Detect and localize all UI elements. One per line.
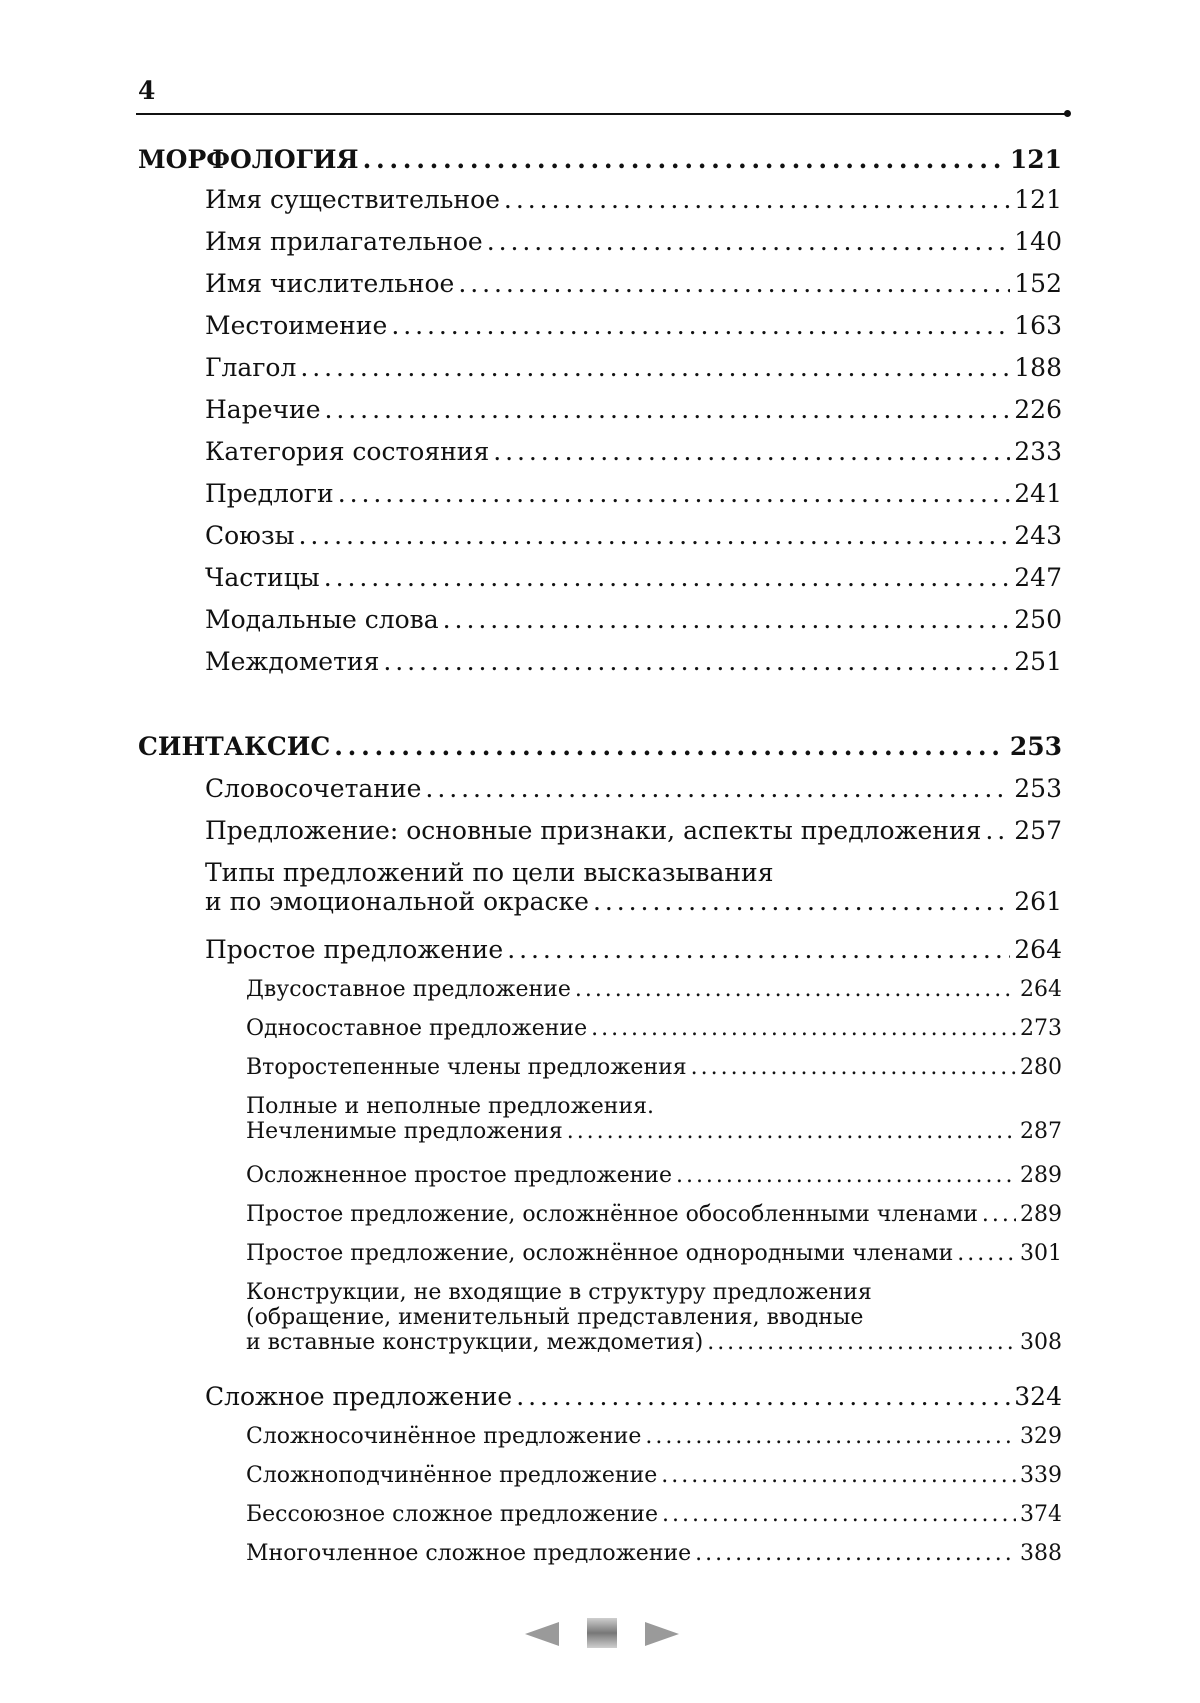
toc-entry-title: Простое предложение xyxy=(205,935,504,964)
toc-entry-page: 339 xyxy=(1020,1463,1062,1488)
toc-leader-dots xyxy=(676,1163,1016,1188)
toc-leader-dots xyxy=(982,1202,1016,1227)
toc-entry[interactable] xyxy=(205,1382,1062,1411)
toc-entry-page: 121 xyxy=(1009,145,1062,174)
toc-leader-dots xyxy=(300,353,1010,382)
toc-entry-page: 253 xyxy=(1009,732,1062,761)
toc-entry-page: 289 xyxy=(1020,1202,1062,1227)
toc-entry-title: Второстепенные члены предложения xyxy=(246,1055,687,1080)
toc-entry-title: Осложненное простое предложение xyxy=(246,1163,672,1188)
header-dot xyxy=(1064,110,1071,117)
toc-entry-page: 233 xyxy=(1014,437,1062,466)
toc-entry-page: 121 xyxy=(1014,185,1062,214)
arrow-right-icon[interactable] xyxy=(645,1622,679,1646)
toc-entry-page: 188 xyxy=(1014,353,1062,382)
toc-entry-page: 289 xyxy=(1020,1163,1062,1188)
toc-entry[interactable] xyxy=(205,563,1062,592)
toc-leader-dots xyxy=(593,887,1010,916)
toc-entry[interactable] xyxy=(246,1163,1062,1188)
toc-entry[interactable] xyxy=(205,479,1062,508)
toc-entry-page: 264 xyxy=(1014,935,1062,964)
toc-entry-last-line xyxy=(246,1119,1062,1144)
toc-entry-last-line xyxy=(246,1330,1062,1355)
toc-entry[interactable] xyxy=(246,1055,1062,1080)
toc-entry-page: 253 xyxy=(1014,774,1062,803)
toc-entry-title: Местоимение xyxy=(205,311,388,340)
toc-entry-title: Союзы xyxy=(205,521,295,550)
toc-leader-dots xyxy=(567,1119,1016,1144)
toc-entry[interactable] xyxy=(246,1502,1062,1527)
toc-entry-title: Двусоставное предложение xyxy=(246,977,571,1002)
toc-leader-dots xyxy=(363,145,1006,174)
toc-leader-dots xyxy=(487,227,1011,256)
toc-entry-multiline[interactable] xyxy=(246,1280,1062,1355)
toc-entry-title-line: (обращение, именительный представления, вводные xyxy=(246,1305,864,1330)
toc-entry[interactable] xyxy=(205,269,1062,298)
toc-entry[interactable] xyxy=(246,977,1062,1002)
toc-entry-page: 264 xyxy=(1020,977,1062,1002)
toc-entry-page: 329 xyxy=(1020,1424,1062,1449)
toc-entry-title: Глагол xyxy=(205,353,297,382)
toc-entry[interactable] xyxy=(205,605,1062,634)
toc-entry-page: 226 xyxy=(1014,395,1062,424)
toc-entry[interactable] xyxy=(205,774,1062,803)
toc-entry[interactable] xyxy=(205,935,1062,964)
toc-leader-dots xyxy=(516,1382,1010,1411)
square-icon[interactable] xyxy=(587,1618,617,1648)
toc-entry-page: 261 xyxy=(1014,887,1062,916)
toc-entry-title: МОРФОЛОГИЯ xyxy=(138,145,359,174)
toc-leader-dots xyxy=(493,437,1010,466)
toc-entry-page: 301 xyxy=(1020,1241,1062,1266)
toc-entry-title: Предлоги xyxy=(205,479,334,508)
toc-entry-page: 280 xyxy=(1020,1055,1062,1080)
toc-entry-page: 324 xyxy=(1014,1382,1062,1411)
toc-entry[interactable] xyxy=(246,1463,1062,1488)
toc-entry-page: 251 xyxy=(1014,647,1062,676)
toc-entry-title: Междометия xyxy=(205,647,380,676)
toc-entry-title: Модальные слова xyxy=(205,605,439,634)
page-navigation xyxy=(525,1618,685,1650)
toc-entry-title-line: Конструкции, не входящие в структуру предложения xyxy=(246,1280,872,1305)
toc-leader-dots xyxy=(443,605,1011,634)
toc-leader-dots xyxy=(324,563,1011,592)
toc-entry[interactable] xyxy=(246,1241,1062,1266)
toc-leader-dots xyxy=(662,1502,1016,1527)
toc-leader-dots xyxy=(458,269,1010,298)
toc-entry[interactable] xyxy=(205,353,1062,382)
toc-entry-title: Сложное предложение xyxy=(205,1382,513,1411)
toc-entry-title: Категория состояния xyxy=(205,437,490,466)
toc-leader-dots xyxy=(504,185,1010,214)
toc-leader-dots xyxy=(591,1016,1016,1041)
toc-entry-title: Многочленное сложное предложение xyxy=(246,1541,692,1566)
toc-leader-dots xyxy=(334,732,1006,761)
toc-entry-title-line: и вставные конструкции, междометия) xyxy=(246,1330,704,1355)
toc-entry-page: 243 xyxy=(1014,521,1062,550)
toc-leader-dots xyxy=(383,647,1010,676)
toc-entry[interactable] xyxy=(205,185,1062,214)
toc-entry[interactable] xyxy=(205,437,1062,466)
toc-entry[interactable] xyxy=(138,732,1062,761)
toc-entry[interactable] xyxy=(246,1424,1062,1449)
toc-entry-page: 388 xyxy=(1020,1541,1062,1566)
toc-leader-dots xyxy=(957,1241,1016,1266)
toc-entry-title: Наречие xyxy=(205,395,321,424)
toc-entry-title: Односоставное предложение xyxy=(246,1016,588,1041)
header-rule xyxy=(136,113,1068,115)
toc-leader-dots xyxy=(391,311,1010,340)
toc-entry[interactable] xyxy=(246,1202,1062,1227)
toc-entry-page: 241 xyxy=(1014,479,1062,508)
toc-entry-title: Имя числительное xyxy=(205,269,455,298)
toc-entry-page: 163 xyxy=(1014,311,1062,340)
toc-entry-multiline[interactable] xyxy=(205,858,1062,916)
toc-entry-title: Простое предложение, осложнённое обособленными членами xyxy=(246,1202,978,1227)
arrow-left-icon[interactable] xyxy=(525,1622,559,1646)
toc-leader-dots xyxy=(691,1055,1016,1080)
toc-entry-title: Бессоюзное сложное предложение xyxy=(246,1502,658,1527)
toc-leader-dots xyxy=(298,521,1010,550)
toc-entry-title-line: Полные и неполные предложения. xyxy=(246,1094,654,1119)
toc-entry[interactable] xyxy=(246,1016,1062,1041)
toc-entry[interactable] xyxy=(205,521,1062,550)
toc-entry[interactable] xyxy=(205,227,1062,256)
toc-entry-title: Сложносочинённое предложение xyxy=(246,1424,642,1449)
toc-entry-last-line xyxy=(205,887,1062,916)
toc-entry-title-line: и по эмоциональной окраске xyxy=(205,887,589,916)
toc-entry[interactable] xyxy=(205,647,1062,676)
toc-entry-page: 287 xyxy=(1020,1119,1062,1144)
toc-entry-page: 273 xyxy=(1020,1016,1062,1041)
toc-entry-page: 308 xyxy=(1020,1330,1062,1355)
toc-entry[interactable] xyxy=(138,145,1062,174)
toc-entry-page: 250 xyxy=(1014,605,1062,634)
toc-entry-title: Простое предложение, осложнённое однородными членами xyxy=(246,1241,954,1266)
toc-leader-dots xyxy=(507,935,1010,964)
toc-leader-dots xyxy=(325,395,1011,424)
toc-entry-title: Предложение: основные признаки, аспекты предложения xyxy=(205,816,982,845)
toc-entry-multiline[interactable] xyxy=(246,1094,1062,1144)
toc-entry-page: 140 xyxy=(1014,227,1062,256)
toc-leader-dots xyxy=(338,479,1011,508)
toc-entry[interactable] xyxy=(205,816,1062,845)
toc-leader-dots xyxy=(985,816,1010,845)
toc-leader-dots xyxy=(425,774,1010,803)
toc-entry-title: Сложноподчинённое предложение xyxy=(246,1463,658,1488)
toc-entry-title-line: Типы предложений по цели высказывания xyxy=(205,858,774,887)
toc-entry-title: Словосочетание xyxy=(205,774,422,803)
toc-entry-title: Имя существительное xyxy=(205,185,500,214)
toc-entry-title-line: Нечленимые предложения xyxy=(246,1119,563,1144)
toc-entry[interactable] xyxy=(205,311,1062,340)
toc-entry-page: 152 xyxy=(1014,269,1062,298)
toc-leader-dots xyxy=(695,1541,1016,1566)
toc-entry-title: Имя прилагательное xyxy=(205,227,483,256)
toc-leader-dots xyxy=(661,1463,1016,1488)
toc-leader-dots xyxy=(707,1330,1016,1355)
toc-entry[interactable] xyxy=(246,1541,1062,1566)
page-number: 4 xyxy=(138,76,156,105)
toc-leader-dots xyxy=(645,1424,1016,1449)
toc-entry[interactable] xyxy=(205,395,1062,424)
toc-entry-page: 247 xyxy=(1014,563,1062,592)
toc-entry-title: Частицы xyxy=(205,563,320,592)
toc-entry-page: 257 xyxy=(1014,816,1062,845)
toc-leader-dots xyxy=(575,977,1016,1002)
toc-entry-title: СИНТАКСИС xyxy=(138,732,331,761)
toc-entry-page: 374 xyxy=(1020,1502,1062,1527)
